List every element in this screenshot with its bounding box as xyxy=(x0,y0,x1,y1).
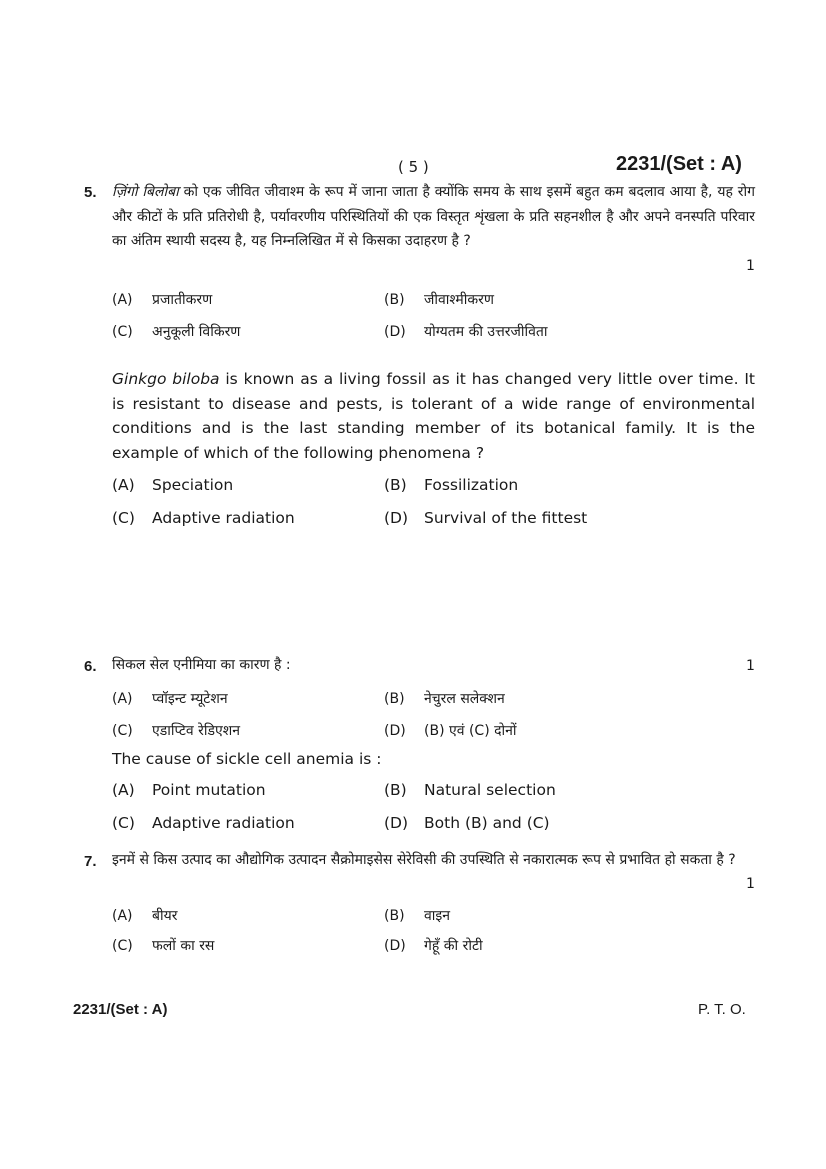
option-b-hindi: (B) जीवाश्मीकरण xyxy=(384,292,494,308)
question-text-hindi: सिकल सेल एनीमिया का कारण है : xyxy=(112,657,291,673)
marks: 1 xyxy=(746,258,755,274)
question-body-english: is known as a living fossil as it has changed very little over time. It is resistant to disease and pests, is tolerant of a wide range of environmental conditions and is the last standing member of its botanical family. It is the example of which of the following phenomena ? xyxy=(112,370,755,462)
option-c-hindi: (C) अनुकूली विकिरण xyxy=(112,324,241,340)
option-b-english: (B) Fossilization xyxy=(384,476,519,494)
option-d-english: (D) Survival of the fittest xyxy=(384,509,588,527)
option-d-english: (D) Both (B) and (C) xyxy=(384,814,550,832)
option-c-english: (C) Adaptive radiation xyxy=(112,509,295,527)
question-text-hindi: इनमें से किस उत्पाद का औद्योगिक उत्पादन सैक्रोमाइसेस सेरेविसी की उपस्थिति से नकारात्मक रूप से प्रभावित हो सकता है ? xyxy=(112,852,736,868)
option-d-hindi: (D) योग्यतम की उत्तरजीविता xyxy=(384,324,548,340)
option-c-hindi: (C) एडाप्टिव रेडिएशन xyxy=(112,723,241,739)
footer-paper-code: 2231/(Set : A) xyxy=(73,1001,168,1018)
option-b-english: (B) Natural selection xyxy=(384,781,556,799)
paper-code: 2231/(Set : A) xyxy=(616,153,742,175)
page-number: ( 5 ) xyxy=(398,158,429,176)
option-b-hindi: (B) नेचुरल सलेक्शन xyxy=(384,691,505,707)
question-text-hindi xyxy=(112,180,755,254)
option-a-english: (A) Speciation xyxy=(112,476,234,494)
option-a-english: (A) Point mutation xyxy=(112,781,266,799)
option-a-hindi: (A) प्वॉइन्ट म्यूटेशन xyxy=(112,691,228,707)
question-number: 7. xyxy=(84,853,97,870)
option-d-hindi: (D) (B) एवं (C) दोनों xyxy=(384,723,517,739)
question-text-english: The cause of sickle cell anemia is : xyxy=(112,750,382,768)
question-number: 5. xyxy=(84,184,97,201)
question-number: 6. xyxy=(84,658,97,675)
option-a-hindi: (A) बीयर xyxy=(112,908,178,924)
species-name-hindi: ज़िंगो बिलोबा xyxy=(112,184,179,200)
footer-pto: P. T. O. xyxy=(698,1001,746,1018)
option-c-english: (C) Adaptive radiation xyxy=(112,814,295,832)
species-name-english: Ginkgo biloba xyxy=(112,370,220,388)
option-a-hindi: (A) प्रजातीकरण xyxy=(112,292,213,308)
question-body-hindi: को एक जीवित जीवाश्म के रूप में जाना जाता है क्योंकि समय के साथ इसमें बहुत कम बदलाव आया है, यह रोग और कीटों के प्रति प्रतिरोधी है, पर्यावरणीय परिस्थितियों की एक विस्तृत शृंखला के प्रति सहनशील है और अपने वनस्पति परिवार का अंतिम स्थायी सदस्य है, यह निम्नलिखित में से किसका उदाहरण है ? xyxy=(112,184,755,249)
marks: 1 xyxy=(746,658,755,674)
option-d-hindi: (D) गेहूँ की रोटी xyxy=(384,938,483,954)
question-text-english xyxy=(112,367,755,465)
option-c-hindi: (C) फलों का रस xyxy=(112,938,215,954)
option-b-hindi: (B) वाइन xyxy=(384,908,451,924)
marks: 1 xyxy=(746,876,755,892)
